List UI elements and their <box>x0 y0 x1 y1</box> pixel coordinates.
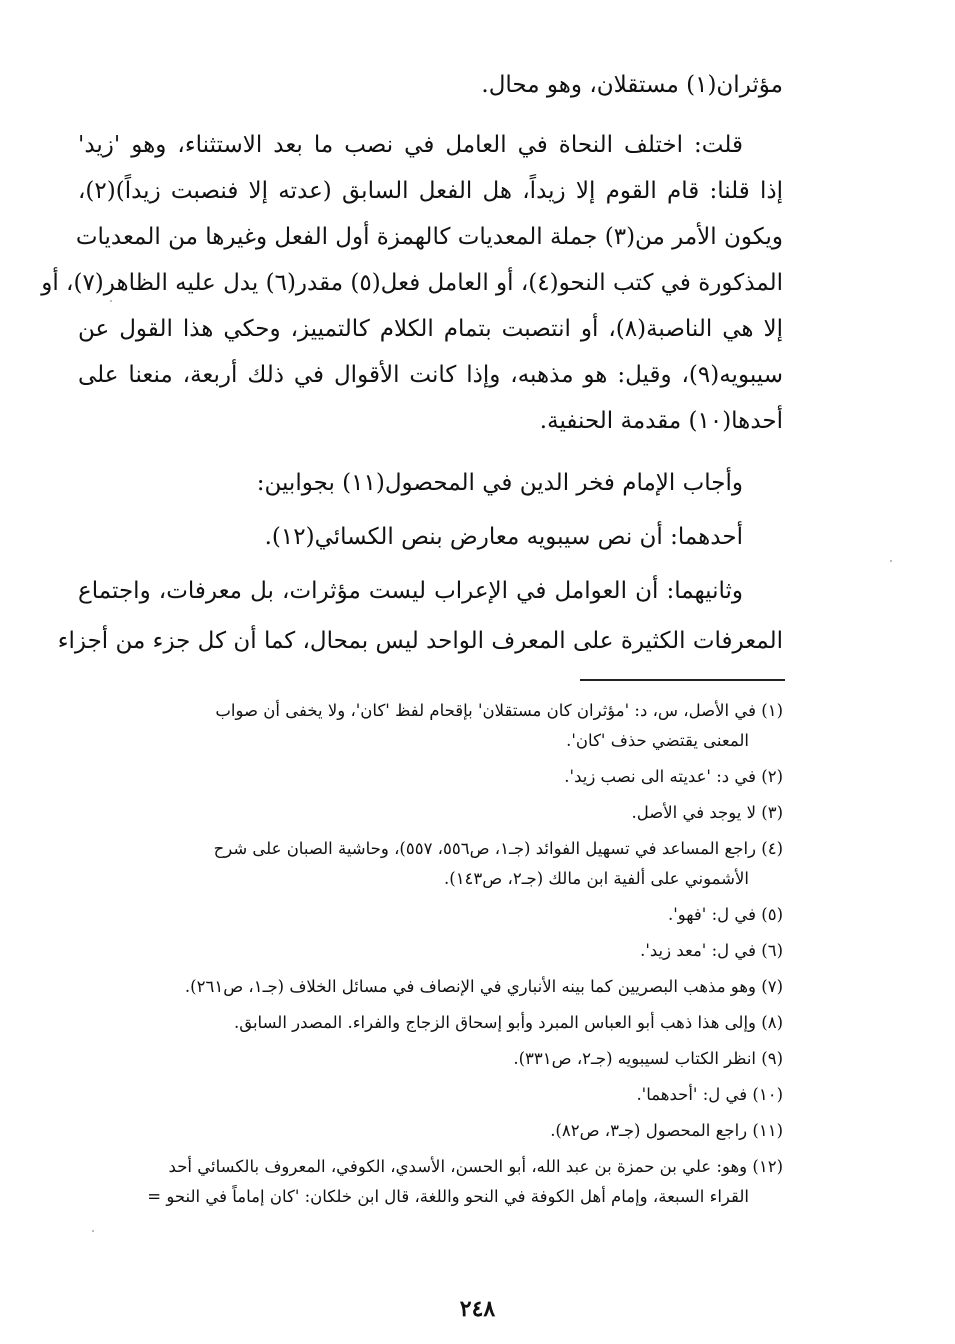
footnote-9: (٩) انظر الكتاب لسيبويه (جـ٢، ص٣٣١). <box>513 1049 783 1068</box>
main-text <box>78 62 783 108</box>
body-line-1: مؤثران(١) مستقلان، وهو محال. <box>481 72 783 98</box>
body-line-10: أحدهما: أن نص سيبويه معارض بنص الكسائي(١٢). <box>264 524 743 550</box>
footnote-8: (٨) وإلى هذا ذهب أبو العباس المبرد وأبو إسحاق الزجاج والفراء. المصدر السابق. <box>233 1013 783 1032</box>
scan-speck <box>92 1230 94 1232</box>
body-line-7: سيبويه(٩)، وقيل: هو مذهبه، وإذا كانت الأقوال في ذلك أربعة، منعنا على <box>78 362 783 388</box>
footnote-6: (٦) في ل: 'معد زيد'. <box>640 941 783 960</box>
body-line-12: المعرفات الكثيرة على المعرف الواحد ليس بمحال، كما أن كل جزء من أجزاء <box>57 628 783 654</box>
footnote-separator <box>580 679 785 681</box>
main-text-paragraph-2 <box>41 122 783 444</box>
page-number: ٢٤٨ <box>459 1296 496 1322</box>
body-line-9: وأجاب الإمام فخر الدين في المحصول(١١) بجوابين: <box>256 470 743 496</box>
main-text-paragraph-3 <box>57 456 783 664</box>
scan-speck <box>890 560 892 562</box>
body-line-8: أحدها(١٠) مقدمة الحنفية. <box>539 408 783 434</box>
footnote-11: (١١) راجع المحصول (جـ٣، ص٨٢). <box>550 1121 783 1140</box>
footnote-12: (١٢) وهو: علي بن حمزة بن عبد الله، أبو الحسن، الأسدي، الكوفي، المعروف بالكسائي أحد <box>168 1157 783 1176</box>
footnote-3: (٣) لا يوجد في الأصل. <box>631 803 783 822</box>
footnote-10: (١٠) في ل: 'أحدهما'. <box>636 1085 783 1104</box>
footnote-1-cont: المعنى يقتضي حذف 'كان'. <box>566 731 749 750</box>
footnote-4-cont: الأشموني على ألفية ابن مالك (جـ٢، ص١٤٣). <box>444 869 749 888</box>
body-line-4: ويكون الأمر من(٣) جملة المعديات كالهمزة أول الفعل وغيرها من المعديات <box>75 224 783 250</box>
body-line-5: المذكورة في كتب النحو(٤)، أو العامل فعل(٥) مقدر(٦) يدل عليه الظاهر(٧)، أو <box>41 270 783 296</box>
body-line-3: إذا قلنا: قام القوم إلا زيداً، هل الفعل السابق (عدته إلا فنصبت زيداً)(٢)، <box>78 178 783 204</box>
body-line-6: إلا هي الناصبة(٨)، أو انتصبت بتمام الكلام كالتمييز، وحكي هذا القول عن <box>78 316 783 342</box>
footnote-2: (٢) في د: 'عديته الى نصب زيد'. <box>564 767 783 786</box>
footnote-1: (١) في الأصل، س، د: 'مؤثران كان مستقلان' بإقحام لفظ 'كان'، ولا يخفى أن صواب <box>215 701 783 720</box>
footnote-4: (٤) راجع المساعد في تسهيل الفوائد (جـ١، ص٥٥٦، ٥٥٧)، وحاشية الصبان على شرح <box>213 839 783 858</box>
body-line-11: وثانيهما: أن العوامل في الإعراب ليست مؤثرات، بل معرفات، واجتماع <box>78 578 743 604</box>
footnote-12-cont: القراء السبعة، وإمام أهل الكوفة في النحو واللغة، قال ابن خلكان: 'كان إماماً في النحو = <box>147 1187 749 1206</box>
footnote-5: (٥) في ل: 'فهو'. <box>667 905 783 924</box>
footnotes <box>78 696 783 1212</box>
body-line-2: قلت: اختلف النحاة في العامل في نصب ما بعد الاستثناء، وهو 'زيد' <box>78 132 743 158</box>
footnote-7: (٧) وهو مذهب البصريين كما بينه الأنباري في الإنصاف في مسائل الخلاف (جـ١، ص٢٦١). <box>184 977 783 996</box>
scan-speck <box>110 300 112 302</box>
